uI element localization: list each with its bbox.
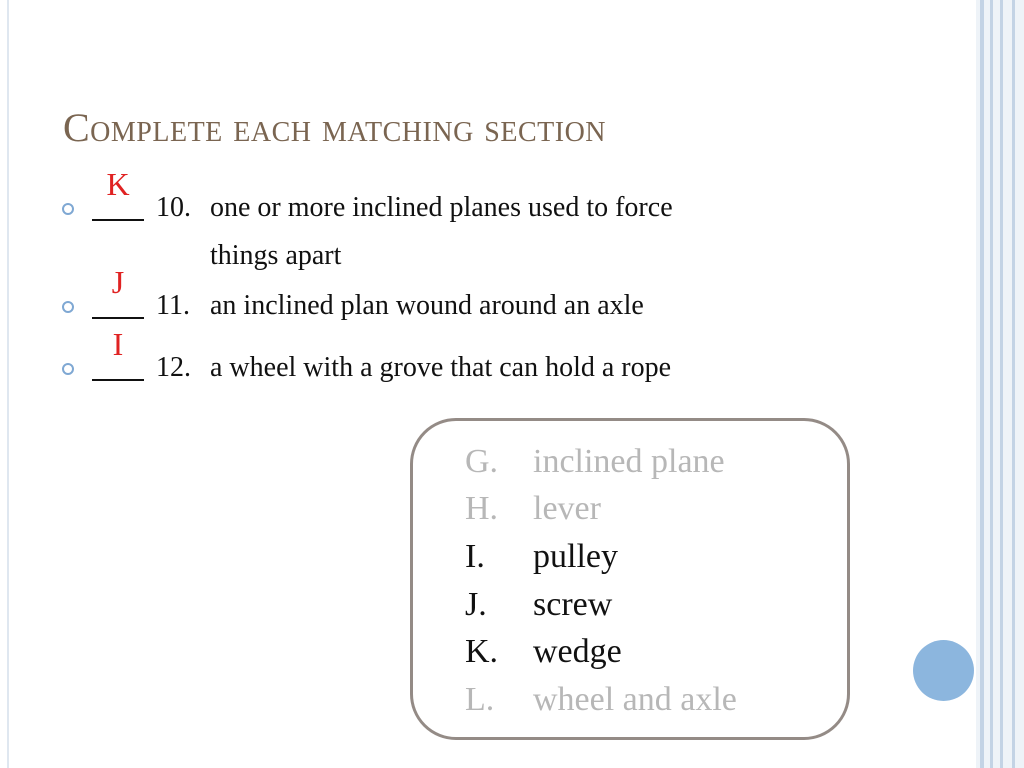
question-clue: an inclined plan wound around an axle <box>210 290 644 321</box>
word-letter: G. <box>465 443 499 480</box>
word-bank-item-g <box>465 442 725 482</box>
word-text: lever <box>533 490 601 527</box>
word-letter: K. <box>465 633 499 670</box>
question-clue-continued: things apart <box>210 240 342 271</box>
answer-letter: I <box>112 326 124 362</box>
blank-line <box>92 317 144 319</box>
decorative-stripe <box>1000 0 1003 768</box>
bullet-icon <box>62 363 74 375</box>
answer-letter: K <box>106 166 130 202</box>
word-text: wheel and axle <box>533 681 737 718</box>
word-text: wedge <box>533 633 622 670</box>
word-text: screw <box>533 586 613 623</box>
question-clue: one or more inclined planes used to force <box>210 192 673 223</box>
decorative-stripe <box>980 0 984 768</box>
word-letter: L. <box>465 681 495 718</box>
question-number: 10. <box>156 192 191 223</box>
bullet-icon <box>62 301 74 313</box>
word-letter: I. <box>465 538 485 575</box>
left-border-line <box>7 0 9 768</box>
answer-blank <box>92 326 144 385</box>
question-number: 11. <box>156 290 190 321</box>
decorative-circle <box>913 640 974 701</box>
slide-title: Complete each matching section <box>63 105 607 150</box>
word-bank-item-h <box>465 489 601 529</box>
decorative-stripe <box>1012 0 1015 768</box>
word-text: inclined plane <box>533 443 725 480</box>
blank-line <box>92 219 144 221</box>
word-letter: J. <box>465 586 487 623</box>
question-clue: a wheel with a grove that can hold a rope <box>210 352 672 383</box>
blank-line <box>92 379 144 381</box>
word-text: pulley <box>533 538 618 575</box>
word-bank-item-k <box>465 632 622 672</box>
answer-blank <box>92 166 144 225</box>
word-bank-item-j <box>465 585 612 625</box>
decorative-stripe <box>990 0 993 768</box>
answer-letter: J <box>111 264 125 300</box>
question-number: 12. <box>156 352 191 383</box>
answer-blank <box>92 264 144 323</box>
word-bank-item-i <box>465 537 618 577</box>
word-bank-item-l <box>465 680 737 720</box>
right-decorative-band <box>976 0 1024 768</box>
word-bank-box <box>410 418 850 740</box>
bullet-icon <box>62 203 74 215</box>
word-letter: H. <box>465 490 499 527</box>
